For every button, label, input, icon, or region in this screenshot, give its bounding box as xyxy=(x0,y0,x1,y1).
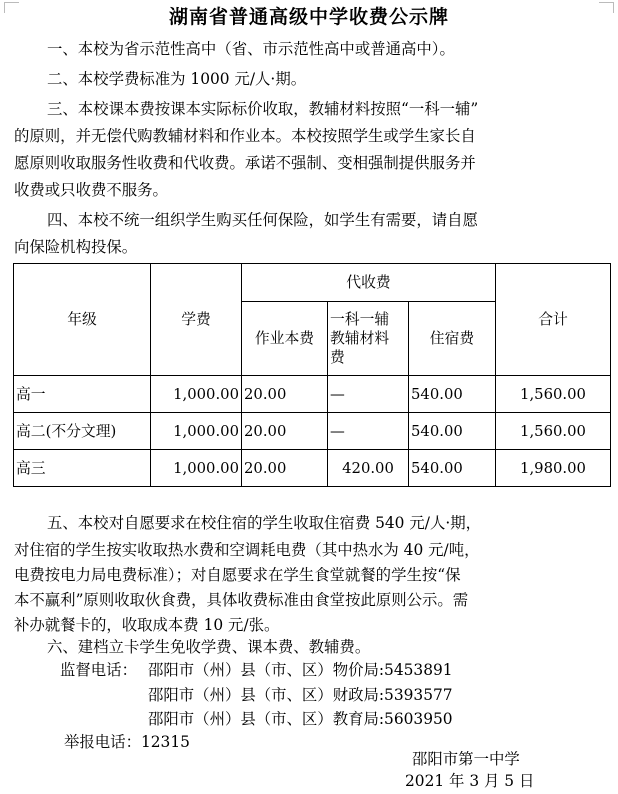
supervision-label: 监督电话： xyxy=(60,661,137,679)
cell-aux: 420.00 xyxy=(328,450,409,487)
cell-grade: 高一 xyxy=(14,376,151,413)
report-hotline: 举报电话：12315 xyxy=(64,733,190,751)
item-5-line-1: 五、本校对自愿要求在校住宿的学生收取住宿费 540 元/人·期， xyxy=(47,514,482,532)
cell-homework: 20.00 xyxy=(242,376,328,413)
header-agency-fees: 代收费 xyxy=(242,264,496,302)
header-aux-line-3: 费 xyxy=(330,349,345,366)
notice-title: 湖南省普通高级中学收费公示牌 xyxy=(168,6,449,28)
supervision-price-bureau: 邵阳市（州）县（市、区）物价局:5453891 xyxy=(148,661,453,679)
cell-tuition: 1,000.00 xyxy=(151,450,242,487)
item-3-line-3: 愿原则收取服务性收费和代收费。承诺不强制、变相强制提供服务并 xyxy=(14,154,476,172)
item-3-line-2: 的原则，并无偿代购教辅材料和作业本。本校按照学生或学生家长自 xyxy=(14,127,476,145)
cell-total: 1,980.00 xyxy=(496,450,611,487)
fee-table xyxy=(13,263,611,487)
cell-grade: 高三 xyxy=(14,450,151,487)
cell-aux: — xyxy=(328,376,409,413)
item-5-line-2: 对住宿的学生按实收取热水费和空调耗电费（其中热水为 40 元/吨， xyxy=(14,541,480,559)
table-row xyxy=(14,450,611,487)
item-6: 六、建档立卡学生免收学费、课本费、教辅费。 xyxy=(47,638,371,656)
school-name: 邵阳市第一中学 xyxy=(412,750,520,768)
header-aux-line-1: 一科一辅 xyxy=(330,311,390,328)
cell-lodging: 540.00 xyxy=(409,376,496,413)
cell-homework: 20.00 xyxy=(242,450,328,487)
cell-total: 1,560.00 xyxy=(496,413,611,450)
header-total: 合计 xyxy=(496,264,611,376)
header-tuition: 学费 xyxy=(151,264,242,376)
header-lodging-fee: 住宿费 xyxy=(409,302,496,376)
cell-grade: 高二(不分文理) xyxy=(14,413,151,450)
item-5-line-4: 本不赢利”原则收取伙食费，具体收费标准由食堂按此原则公示。需 xyxy=(14,591,469,609)
supervision-finance-bureau: 邵阳市（州）县（市、区）财政局:5393577 xyxy=(148,686,453,704)
item-5-line-3: 电费按电力局电费标准）；对自愿要求在学生食堂就餐的学生按“保 xyxy=(14,566,461,584)
cell-lodging: 540.00 xyxy=(409,413,496,450)
cell-homework: 20.00 xyxy=(242,413,328,450)
table-row xyxy=(14,413,611,450)
cell-tuition: 1,000.00 xyxy=(151,376,242,413)
header-homework-fee: 作业本费 xyxy=(242,302,328,376)
item-5-line-5: 补办就餐卡的，收取成本费 10 元/张。 xyxy=(14,616,280,634)
cell-aux: — xyxy=(328,413,409,450)
item-3-line-1: 三、本校课本费按课本实际标价收取，教辅材料按照“一科一辅” xyxy=(47,100,479,118)
header-aux-line-2: 教辅材料 xyxy=(330,330,390,347)
notice-date: 2021 年 3 月 5 日 xyxy=(405,772,535,790)
item-3-line-4: 收费或只收费不服务。 xyxy=(14,181,168,199)
item-4-line-1: 四、本校不统一组织学生购买任何保险，如学生有需要，请自愿 xyxy=(47,211,478,229)
item-4-line-2: 向保险机构投保。 xyxy=(14,238,138,256)
cell-tuition: 1,000.00 xyxy=(151,413,242,450)
supervision-education-bureau: 邵阳市（州）县（市、区）教育局:5603950 xyxy=(148,710,453,728)
cell-lodging: 540.00 xyxy=(409,450,496,487)
header-aux-material-fee xyxy=(328,302,409,376)
item-2: 二、本校学费标准为 1000 元/人·期。 xyxy=(47,70,307,88)
header-grade: 年级 xyxy=(14,264,151,376)
table-row xyxy=(14,376,611,413)
item-1: 一、本校为省示范性高中（省、市示范性高中或普通高中）。 xyxy=(47,40,455,58)
cell-total: 1,560.00 xyxy=(496,376,611,413)
